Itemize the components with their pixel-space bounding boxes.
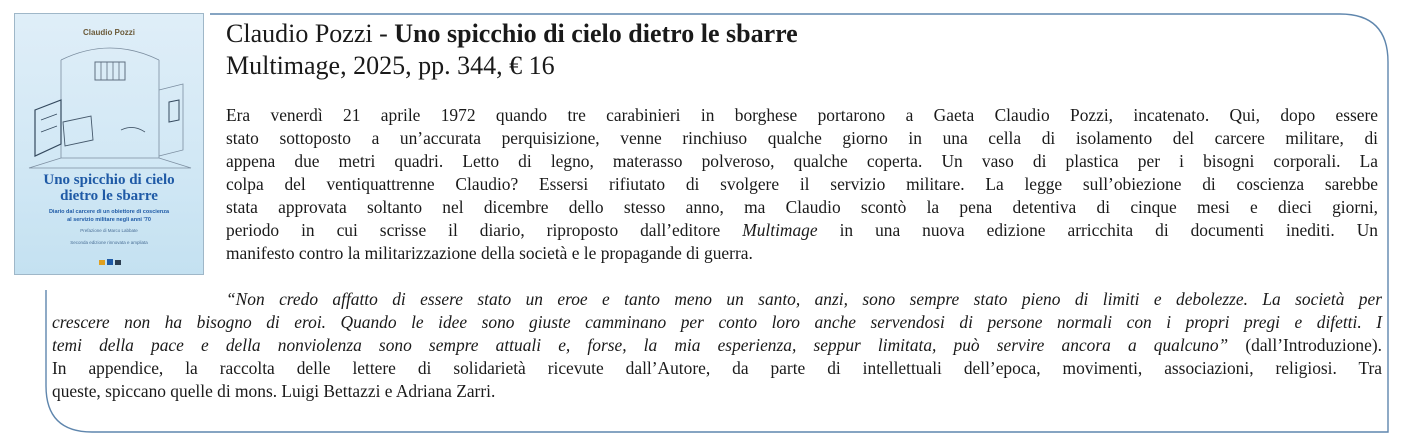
body-line: stato sottoposto a un’accurata perquisizione, venne rinchiuso qualche giorno in una cella di isolamento del carcere militare, di [226,128,1378,148]
cover-preface-note: Prefazione di Marco Labbate [80,228,138,233]
body-text-segment: in una nuova edizione arricchita di documenti inediti. Un [817,220,1379,240]
quote-line [52,334,1382,357]
publisher-name: Multimage [742,220,818,240]
publisher-logo [99,258,123,266]
body-line [226,219,1378,242]
quote-line: “Non credo affatto di essere stato un eroe e tanto meno un santo, anzi, sono sempre stato pieno di limiti e debolezze. La società per [226,289,1382,309]
cover-author: Claudio Pozzi [83,28,135,37]
quote-source: (dall’Introduzione). [1228,335,1382,355]
body-line: appena due metri quadri. Letto di legno, materasso polveroso, qualche coperta. Un vaso di plastica per i bisogni corporali. La [226,151,1378,171]
cover-subtitle-line2: al servizio militare negli anni '70 [67,217,151,223]
body-line: manifesto contro la militarizzazione della società e le propagande di guerra. [226,243,753,263]
cover-subtitle [23,208,195,224]
cover-edition-note: Seconda edizione rinnovata e ampliata [70,240,148,245]
cover-title [15,172,203,204]
quote-line: crescere non ha bisogno di eroi. Quando le idee sono giuste camminano per conto loro anche servendosi di persone normali con i propri pregi e difetti. I [52,312,1382,332]
book-title: Uno spicchio di cielo dietro le sbarre [394,19,798,48]
body-text-segment: periodo in cui scrisse il diario, riproposto dall’editore [226,220,743,240]
publication-info: Multimage, 2025, pp. 344, € 16 [226,51,555,80]
cell-sketch-illustration [21,40,199,170]
quote-text: temi della pace e della nonviolenza sono sempre attuali e, forse, la mia esperienza, seppur limitata, può servire ancora a qualcuno” [52,335,1229,355]
body-line: stata approvata soltanto nel dicembre dello stesso anno, ma Claudio scontò la pena detentiva di cinque mesi e dieci giorni, [226,197,1378,217]
review-body [226,104,1378,265]
review-continuation [52,311,1382,403]
cover-title-line2: dietro le sbarre [60,188,158,204]
cover-subtitle-line1: Diario dal carcere di un obiettore di coscienza [48,209,170,215]
body-line: queste, spiccano quelle di mons. Luigi Bettazzi e Adriana Zarri. [52,381,496,401]
body-line: colpa del ventiquattrenne Claudio? Essersi rifiutato di svolgere il servizio militare. La legge sull’obiezione di coscienza sarebbe [226,174,1378,194]
body-line: Era venerdì 21 aprile 1972 quando tre carabinieri in borghese portarono a Gaeta Claudio Pozzi, incatenato. Qui, dopo essere [226,105,1378,125]
book-cover [14,13,204,275]
review-heading [226,18,798,82]
body-line: In appendice, la raccolta delle lettere di solidarietà ricevute dall’Autore, da parte di intellettuali dell’epoca, movimenti, associazioni, religiosi. Tra [52,358,1382,378]
heading-author: Claudio Pozzi - [226,19,395,48]
heading-author-title [226,18,798,50]
cover-title-line1: Uno spicchio di cielo [43,172,175,188]
